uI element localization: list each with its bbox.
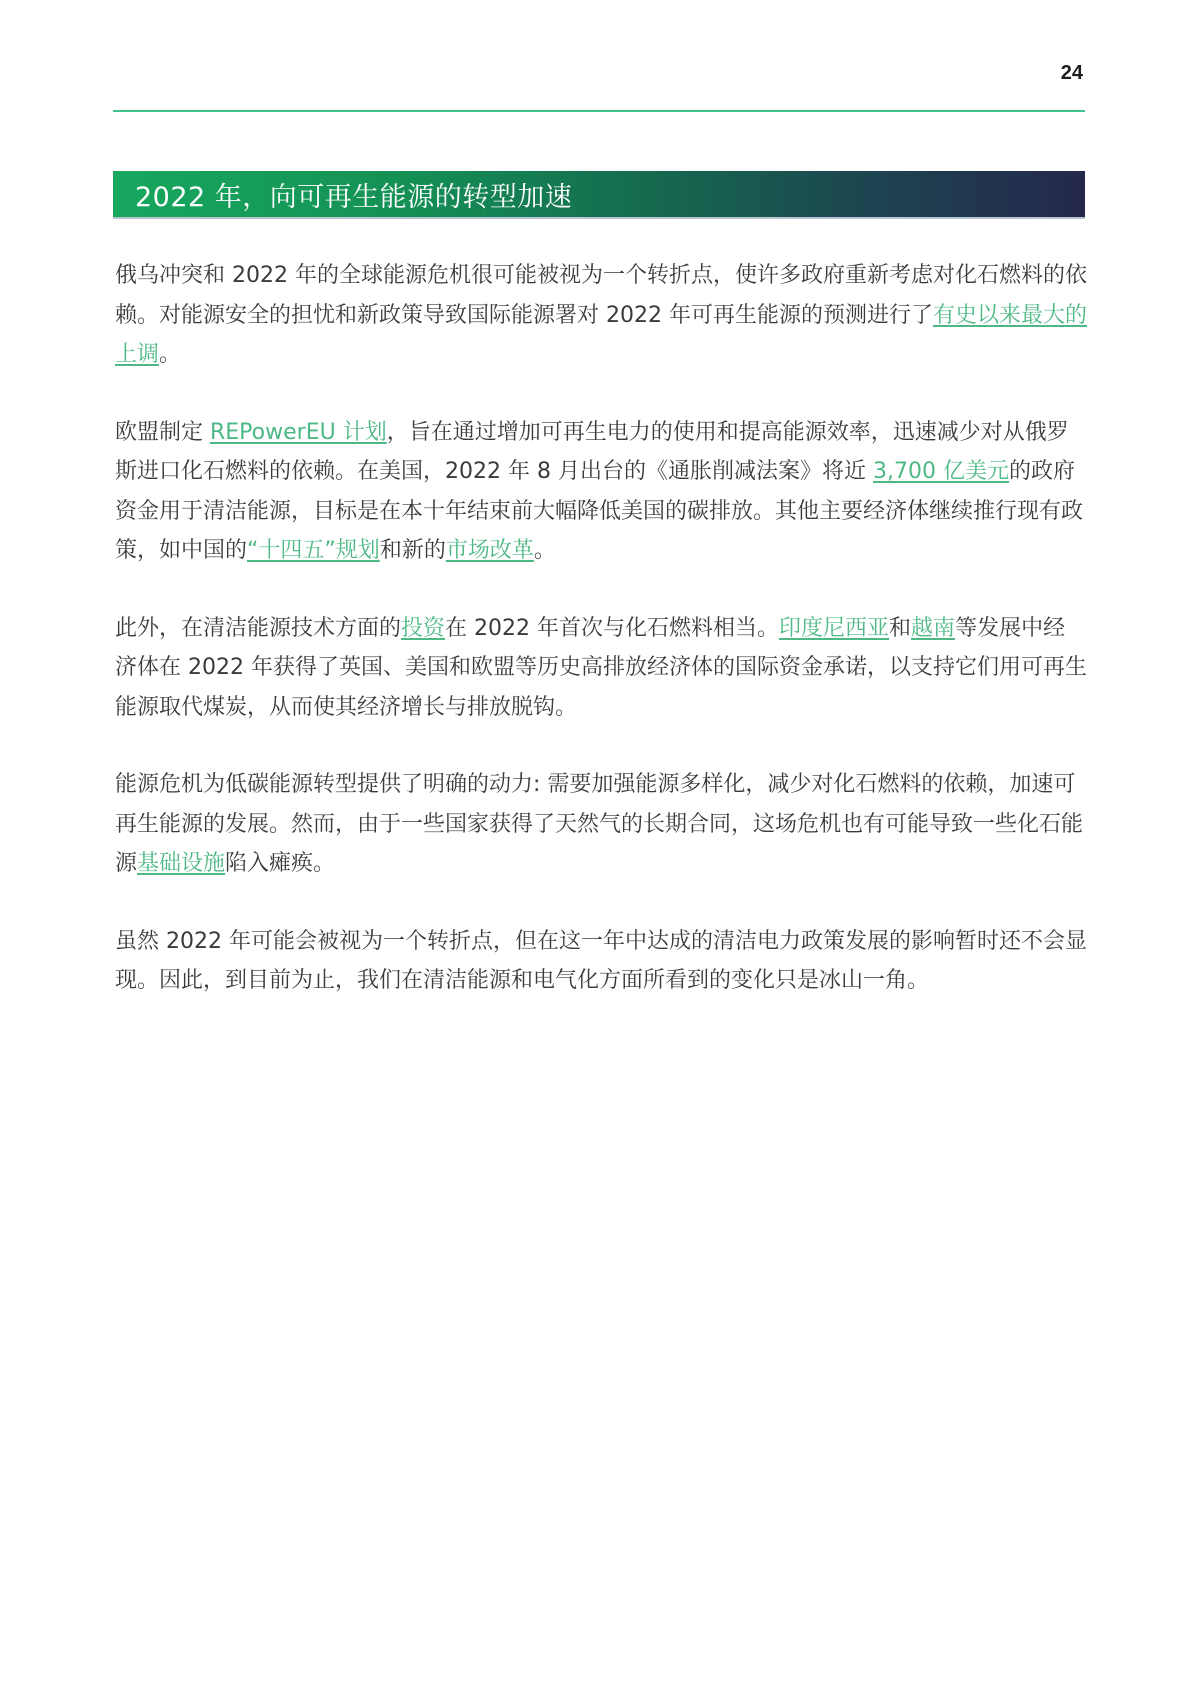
paragraph-text: 等发展中经济体在 2022 年获得了英国、美国和欧盟等历史高排放经济体的国际资金承诺，以支持它们用可再生能源取代煤炭，从而使其经济增长与排放脱钩。	[115, 615, 1087, 720]
paragraph-text: 和新的	[379, 538, 446, 563]
paragraph	[115, 256, 1087, 375]
inline-link[interactable]: 印度尼西亚	[779, 615, 890, 641]
inline-link[interactable]: 有史以来最大的上调	[115, 302, 1087, 367]
inline-link[interactable]: 越南	[911, 615, 956, 641]
inline-link[interactable]: 3,700 亿美元	[872, 459, 1009, 484]
paragraph-text: 。	[159, 342, 182, 367]
inline-link[interactable]: 市场改革	[445, 538, 534, 563]
paragraph-text: 能源危机为低碳能源转型提供了明确的动力: 需要加强能源多样化，减少对化石燃料的依赖，加速可再生能源的发展。然而，由于一些国家获得了天然气的长期合同，这场危机也有可能导致一些化石能源	[115, 772, 1084, 876]
section-title: 2022 年，向可再生能源的转型加速	[135, 181, 573, 213]
paragraph-text: 欧盟制定	[115, 419, 210, 445]
paragraph-text: 的政府资金用于清洁能源，目标是在本十年结束前大幅降低美国的碳排放。其他主要经济体继续推行现有政策，如中国的	[115, 459, 1084, 563]
paragraph-text: 和	[889, 615, 912, 641]
paragraph	[115, 413, 1087, 571]
paragraph-text: 在 2022 年首次与化石燃料相当。	[445, 615, 780, 641]
inline-link[interactable]: “十四五”规划	[247, 538, 380, 563]
paragraph-text: 。	[533, 538, 556, 563]
paragraph	[115, 922, 1087, 1001]
body-content	[115, 256, 1087, 1039]
paragraph-text: 俄乌冲突和 2022 年的全球能源危机很可能被视为一个转折点，使许多政府重新考虑对化石燃料的依赖。对能源安全的担忧和新政策导致国际能源署对 2022 年可再生能源的预测进行了	[115, 263, 1087, 328]
inline-link[interactable]: 投资	[401, 615, 446, 641]
section-heading-bar	[113, 171, 1085, 219]
paragraph-text: ，旨在通过增加可再生电力的使用和提高能源效率，迅速减少对从俄罗斯进口化石燃料的依赖。在美国，2022 年 8 月出台的《通胀削减法案》将近	[115, 419, 1069, 484]
inline-link[interactable]: REPowerEU 计划	[210, 419, 387, 445]
paragraph	[115, 765, 1087, 884]
paragraph-text: 此外，在清洁能源技术方面的	[115, 615, 402, 641]
paragraph-text: 陷入瘫痪。	[225, 851, 336, 876]
paragraph-text: 虽然 2022 年可能会被视为一个转折点，但在这一年中达成的清洁电力政策发展的影响暂时还不会显现。因此，到目前为止，我们在清洁能源和电气化方面所看到的变化只是冰山一角。	[115, 928, 1087, 993]
top-divider	[113, 110, 1085, 112]
inline-link[interactable]: 基础设施	[137, 851, 226, 876]
paragraph	[115, 609, 1087, 728]
page-number: 24	[1060, 62, 1083, 84]
